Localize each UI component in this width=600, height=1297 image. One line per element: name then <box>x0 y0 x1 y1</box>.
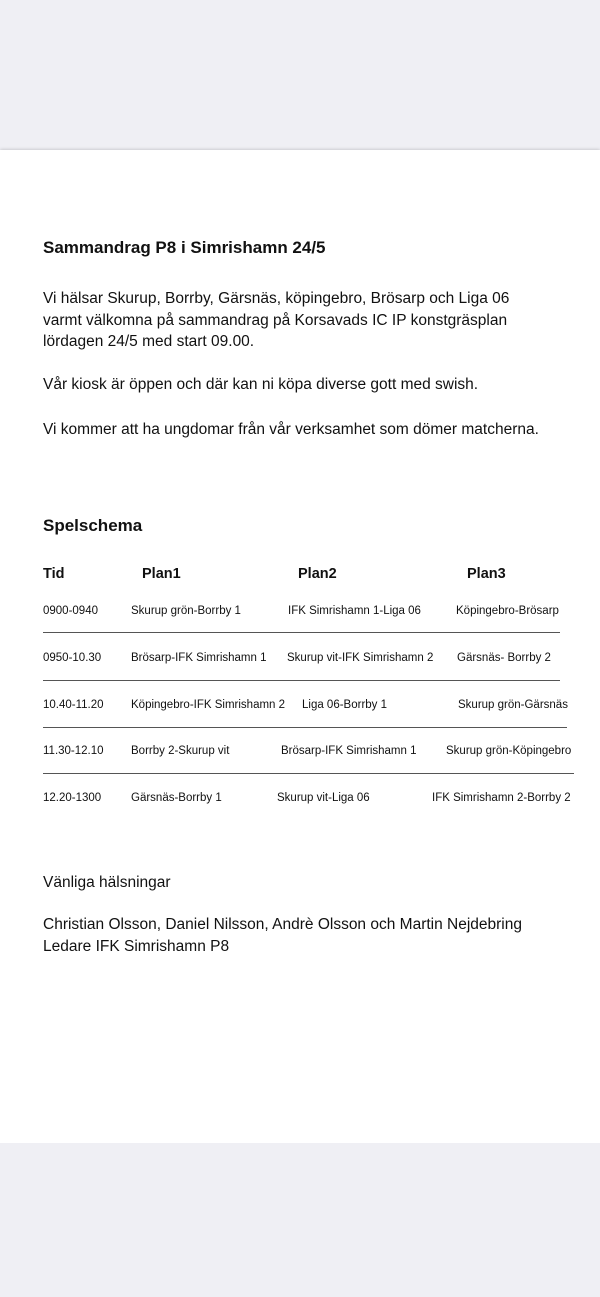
row4-plan1: Borrby 2-Skurup vit <box>131 745 230 757</box>
top-background <box>0 0 600 150</box>
header-plan3: Plan3 <box>467 566 506 582</box>
intro-line-3: lördagen 24/5 med start 09.00. <box>43 333 255 350</box>
intro-line-1: Vi hälsar Skurup, Borrby, Gärsnäs, köpingebro, Brösarp och Liga 06 <box>43 290 510 307</box>
row-divider <box>43 773 574 774</box>
header-plan1: Plan1 <box>142 566 181 582</box>
row4-time: 11.30-12.10 <box>43 745 104 757</box>
row3-plan2: Liga 06-Borrby 1 <box>302 699 388 711</box>
row5-time: 12.20-1300 <box>43 792 102 804</box>
row1-time: 0900-0940 <box>43 605 98 617</box>
schedule-title: Spelschema <box>43 516 143 535</box>
page-title: Sammandrag P8 i Simrishamn 24/5 <box>43 238 326 257</box>
row3-plan3: Skurup grön-Gärsnäs <box>458 699 568 711</box>
bottom-background <box>0 1143 600 1297</box>
row4-plan3: Skurup grön-Köpingebro <box>446 745 572 757</box>
row5-plan3: IFK Simrishamn 2-Borrby 2 <box>432 792 571 804</box>
header-time: Tid <box>43 566 65 582</box>
row5-plan2: Skurup vit-Liga 06 <box>277 792 370 804</box>
referees-paragraph: Vi kommer att ha ungdomar från vår verksamhet som dömer matcherna. <box>43 421 539 438</box>
row2-plan3: Gärsnäs- Borrby 2 <box>457 652 551 664</box>
row3-plan1: Köpingebro-IFK Simrishamn 2 <box>131 699 286 711</box>
header-plan2: Plan2 <box>298 566 337 582</box>
row1-plan3: Köpingebro-Brösarp <box>456 605 559 617</box>
row-divider <box>43 727 567 728</box>
kiosk-paragraph: Vår kiosk är öppen och där kan ni köpa diverse gott med swish. <box>43 376 479 393</box>
signature-role: Ledare IFK Simrishamn P8 <box>43 937 230 955</box>
signature-names: Christian Olsson, Daniel Nilsson, Andrè Olsson och Martin Nejdebring <box>43 916 522 933</box>
row1-plan2: IFK Simrishamn 1-Liga 06 <box>288 605 421 617</box>
row3-time: 10.40-11.20 <box>43 699 104 711</box>
row1-plan1: Skurup grön-Borrby 1 <box>131 605 241 617</box>
row5-plan1: Gärsnäs-Borrby 1 <box>131 792 222 804</box>
row2-plan2: Skurup vit-IFK Simrishamn 2 <box>287 652 434 664</box>
row-divider <box>43 680 560 681</box>
intro-line-2: varmt välkomna på sammandrag på Korsavads IC IP konstgräsplan <box>43 311 508 329</box>
row-divider <box>43 632 560 633</box>
row2-plan1: Brösarp-IFK Simrishamn 1 <box>131 652 267 664</box>
closing-greeting: Vänliga hälsningar <box>43 874 171 891</box>
row2-time: 0950-10.30 <box>43 652 102 664</box>
row4-plan2: Brösarp-IFK Simrishamn 1 <box>281 745 417 757</box>
